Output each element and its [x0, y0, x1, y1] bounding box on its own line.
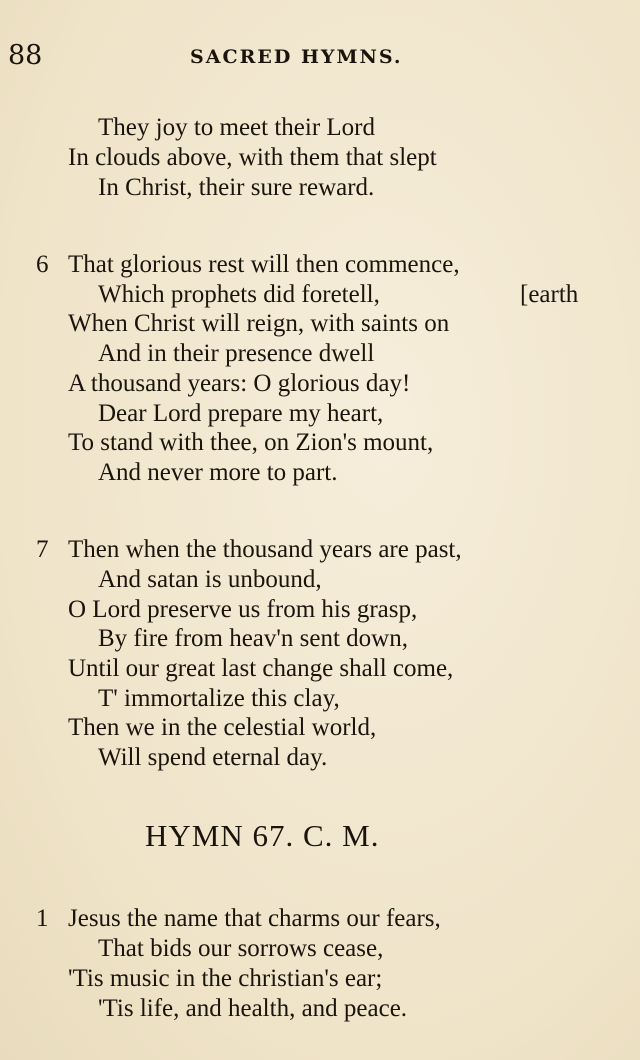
verse-line: To stand with thee, on Zion's mount, [68, 429, 434, 456]
hymn-title: HYMN 67. C. M. [145, 818, 380, 853]
verse-line: And satan is unbound, [98, 566, 322, 593]
running-title: SACRED HYMNS. [190, 46, 403, 68]
verse-line: In Christ, their sure reward. [98, 174, 375, 201]
verse-line: Then we in the celestial world, [68, 714, 377, 741]
verse-line-overflow: [earth [520, 281, 579, 308]
verse-line: Will spend eternal day. [98, 744, 328, 771]
verse-line: And never more to part. [98, 459, 338, 486]
verse-line: O Lord preserve us from his grasp, [68, 596, 418, 623]
verse-line: When Christ will reign, with saints on [68, 310, 450, 337]
verse-line: By fire from heav'n sent down, [98, 625, 408, 652]
page-header [0, 40, 640, 80]
verse-line: T' immortalize this clay, [98, 685, 340, 712]
verse-line: Dear Lord prepare my heart, [98, 400, 384, 427]
verse-line: Then when the thousand years are past, [68, 536, 462, 563]
verse-line: They joy to meet their Lord [98, 114, 376, 141]
verse-line: 'Tis life, and health, and peace. [98, 995, 408, 1022]
verse-line: That glorious rest will then commence, [68, 251, 460, 278]
verse-line: 'Tis music in the christian's ear; [68, 965, 383, 992]
verse-number: 1 [36, 905, 49, 932]
verse-line: And in their presence dwell [98, 340, 375, 367]
verse-line: Which prophets did foretell, [98, 281, 380, 308]
page-number: 88 [8, 40, 43, 71]
verse-line: Until our great last change shall come, [68, 655, 454, 682]
verse-line: A thousand years: O glorious day! [68, 370, 411, 397]
verse-number: 6 [36, 251, 49, 278]
verse-number: 7 [36, 536, 49, 563]
verse-line: That bids our sorrows cease, [98, 935, 384, 962]
verse-line: In clouds above, with them that slept [68, 144, 437, 171]
verse-line: Jesus the name that charms our fears, [68, 905, 441, 932]
